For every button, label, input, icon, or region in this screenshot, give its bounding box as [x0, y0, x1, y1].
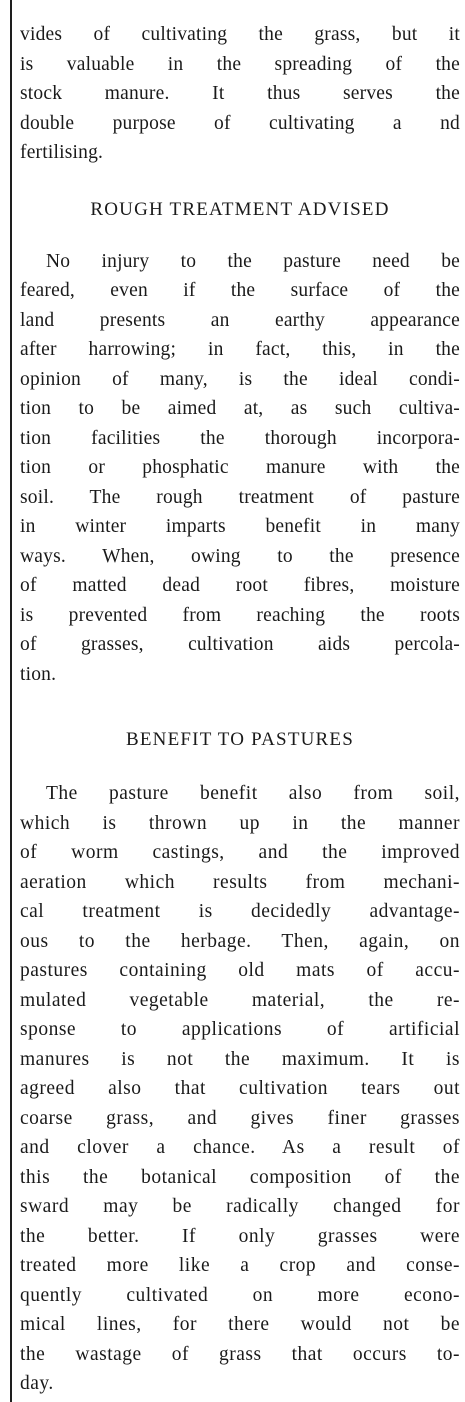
text-line: sponse to applications of artificial — [20, 1019, 460, 1040]
text-line: of worm castings, and the improved — [20, 842, 460, 863]
text-line: sward may be radically changed for — [20, 1196, 460, 1217]
intro-paragraph — [20, 20, 460, 168]
section-rough-treatment — [20, 195, 460, 690]
section-heading: BENEFIT TO PASTURES — [126, 729, 354, 750]
text-line: tion or phosphatic manure with the — [20, 457, 460, 478]
text-line: the wastage of grass that occurs to- — [20, 1343, 460, 1365]
article-column — [20, 20, 460, 1399]
text-line: day. — [20, 1373, 54, 1394]
text-line: after harrowing; in fact, this, in the — [20, 339, 460, 360]
text-line: fertilising. — [20, 142, 104, 163]
text-line: ous to the herbage. Then, again, on — [20, 930, 460, 952]
text-line: quently cultivated on more econo- — [20, 1284, 460, 1306]
text-line: soil. The rough treatment of pasture — [20, 486, 460, 508]
text-line: agreed also that cultivation tears out — [20, 1078, 460, 1099]
text-line: of matted dead root fibres, moisture — [20, 575, 460, 596]
text-line: tion facilities the thorough incorpora- — [20, 427, 460, 449]
text-line: vides of cultivating the grass, but it — [20, 24, 460, 45]
text-line: is valuable in the spreading of the — [20, 53, 460, 75]
text-line: is prevented from reaching the roots — [20, 604, 460, 626]
text-line: land presents an earthy appearance — [20, 309, 460, 331]
text-line: and clover a chance. As a result of — [20, 1137, 460, 1158]
text-line: mulated vegetable material, the re- — [20, 989, 460, 1011]
text-line: mical lines, for there would not be — [20, 1314, 460, 1335]
text-line: pastures containing old mats of accu- — [20, 960, 460, 981]
text-line: double purpose of cultivating a nd — [20, 112, 460, 134]
text-line: ways. When, owing to the presence — [20, 545, 460, 567]
section-benefit-to-pastures — [20, 725, 460, 1399]
column-rule — [10, 0, 12, 1402]
text-line: cal treatment is decidedly advantage- — [20, 901, 460, 922]
text-line: treated more like a crop and conse- — [20, 1255, 460, 1276]
text-line: stock manure. It thus serves the — [20, 83, 460, 104]
text-line: tion. — [20, 663, 57, 685]
text-line: aeration which results from mechani- — [20, 871, 460, 893]
text-line: the better. If only grasses were — [20, 1225, 460, 1247]
text-line: tion to be aimed at, as such cultiva- — [20, 398, 460, 419]
text-line: manures is not the maximum. It is — [20, 1048, 460, 1070]
text-line: coarse grass, and gives finer grasses — [20, 1107, 460, 1129]
text-line: No injury to the pasture need be — [46, 250, 460, 272]
text-line: in winter imparts benefit in many — [20, 516, 460, 537]
text-line: this the botanical composition of the — [20, 1166, 460, 1188]
text-line: which is thrown up in the manner — [20, 812, 460, 834]
section-heading: ROUGH TREATMENT ADVISED — [90, 198, 390, 220]
text-line: of grasses, cultivation aids percola- — [20, 634, 460, 655]
text-line: The pasture benefit also from soil, — [46, 783, 460, 804]
text-line: feared, even if the surface of the — [20, 280, 460, 301]
text-line: opinion of many, is the ideal condi- — [20, 368, 460, 390]
